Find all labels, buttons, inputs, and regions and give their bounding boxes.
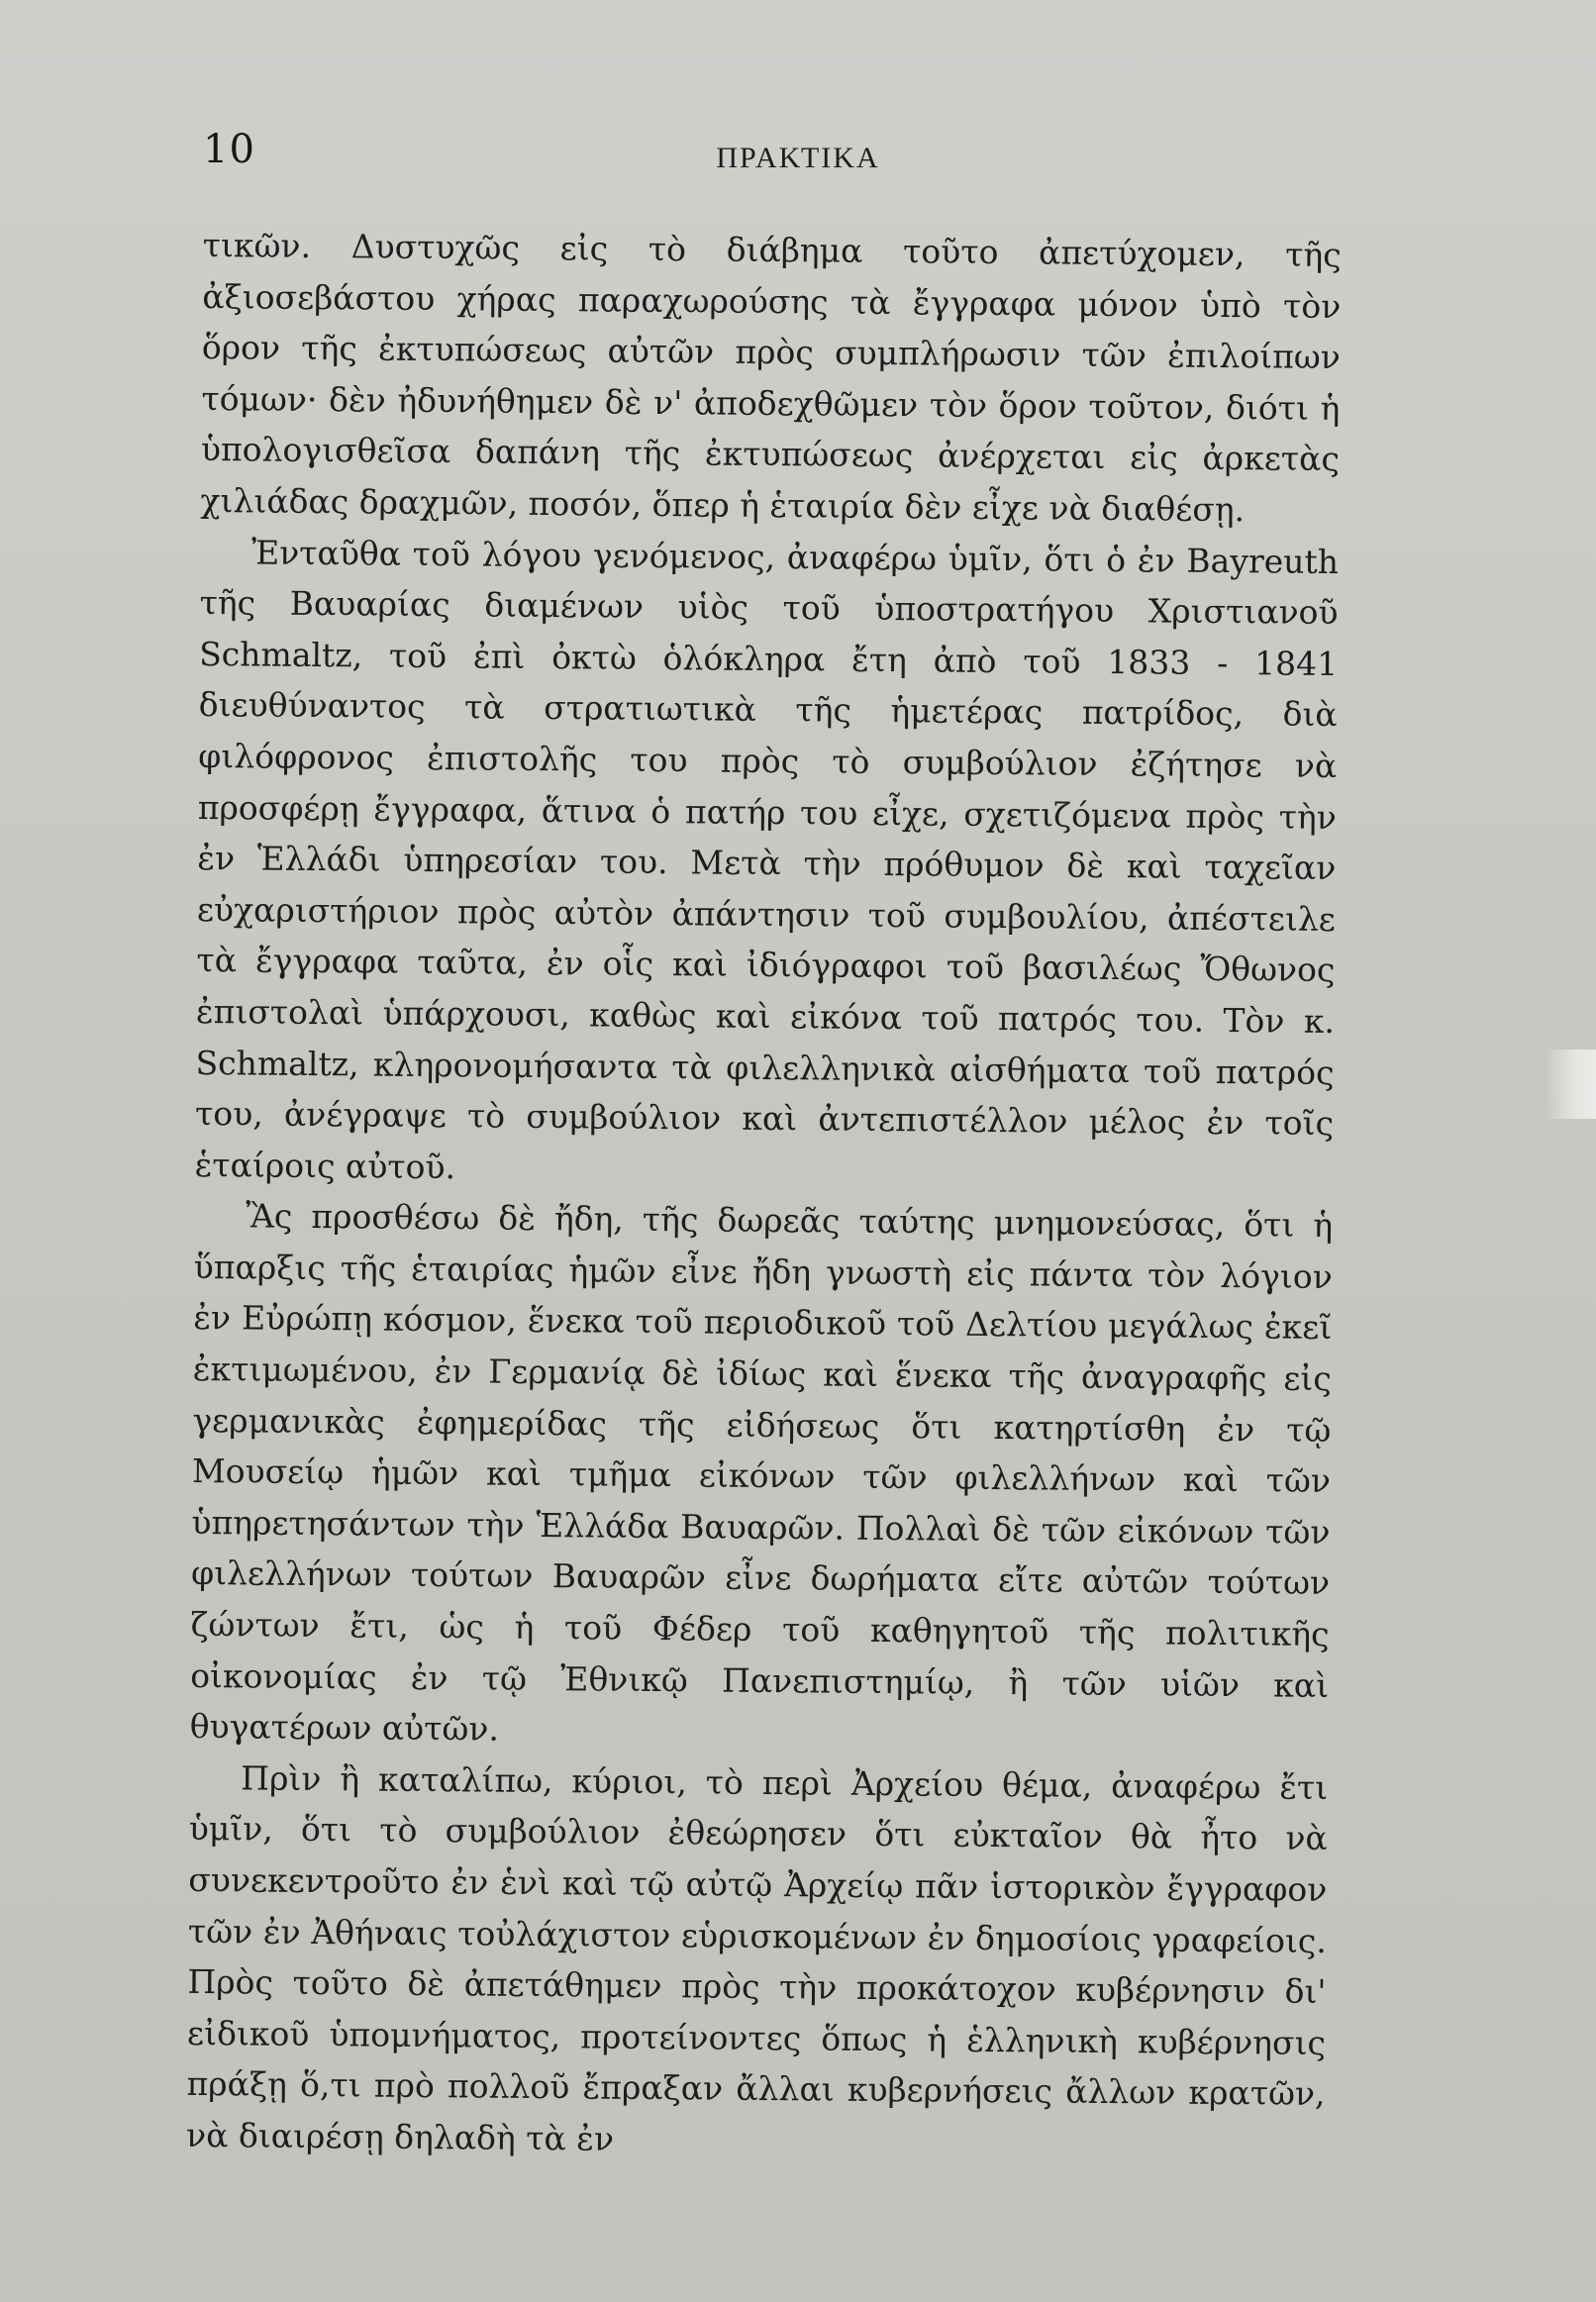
paragraph-3: Ἂς προσθέσω δὲ ἤδη, τῆς δωρεᾶς ταύτης μνημονεύσας, ὅτι ἡ ὕπαρξις τῆς ἑταιρίας ἡμῶν εἶνε ἤδη γνωστὴ εἰς πάντα τὸν λόγιον ἐν Εὐρώπῃ κόσμον, ἕνεκα τοῦ περιοδικοῦ τοῦ Δελτίου μεγάλως ἐκεῖ ἐκτιμωμένου, ἐν Γερμανίᾳ δὲ ἰδίως καὶ ἕνεκα τῆς ἀναγραφῆς εἰς γερμανικὰς ἐφημερίδας τῆς εἰδήσεως ὅτι κατηρτίσθη ἐν τῷ Μουσείῳ ἡμῶν καὶ τμῆμα εἰκόνων τῶν φιλελλήνων καὶ τῶν ὑπηρετησάντων τὴν Ἑλλάδα Βαυαρῶν. Πολλαὶ δὲ τῶν εἰκόνων τῶν φιλελλήνων τούτων Βαυαρῶν εἶνε δωρήματα εἴτε αὐτῶν τούτων ζώντων ἔτι, ὡς ἡ τοῦ Φέδερ τοῦ καθηγητοῦ τῆς πολιτικῆς οἰκονομίας ἐν τῷ Ἐθνικῷ Πανεπιστημίῳ, ἢ τῶν υἱῶν καὶ θυγατέρων αὐτῶν. xyxy=(189,1196,1334,1749)
running-title: ΠΡΑΚΤΙΚΑ xyxy=(716,142,880,174)
paragraph-4: Πρὶν ἢ καταλίπω, κύριοι, τὸ περὶ Ἀρχείου θέμα, ἀναφέρω ἔτι ὑμῖν, ὅτι τὸ συμβούλιον ἐθεώρησεν ὅτι εὐκταῖον θὰ ἦτο νὰ συνεκεντροῦτο ἐν ἑνὶ καὶ τῷ αὐτῷ Ἀρχείῳ πᾶν ἱστορικὸν ἔγγραφον τῶν ἐν Ἀθήναις τοὐλάχιστον εὑρισκομένων ἐν δημοσίοις γραφείοις. Πρὸς τοῦτο δὲ ἀπετάθημεν πρὸς τὴν προκάτοχον κυβέρνησιν δι' εἰδικοῦ ὑπομνήματος, προτείνοντες ὅπως ἡ ἑλληνικὴ κυβέρνησις πράξῃ ὅ,τι πρὸ πολλοῦ ἔπραξαν ἄλλαι κυβερνήσεις ἄλλων κρατῶν, νὰ διαιρέσῃ δηλαδὴ τὰ ἐν xyxy=(185,1758,1329,2158)
page-number: 10 xyxy=(203,127,255,172)
paragraph-1: τικῶν. Δυστυχῶς εἰς τὸ διάβημα τοῦτο ἀπετύχομεν, τῆς ἀξιοσεβάστου χήρας παραχωρούσης τὰ ἔγγραφα μόνον ὑπὸ τὸν ὅρον τῆς ἐκτυπώσεως αὐτῶν πρὸς συμπλήρωσιν τῶν ἐπιλοίπων τόμων· δὲν ἠδυνήθημεν δὲ ν' ἀποδεχθῶμεν τὸν ὅρον τοῦτον, διότι ἡ ὑπολογισθεῖσα δαπάνη τῆς ἐκτυπώσεως ἀνέρχεται εἰς ἀρκετὰς χιλιάδας δραχμῶν, ποσόν, ὅπερ ἡ ἑταιρία δὲν εἶχε νὰ διαθέσῃ. xyxy=(200,225,1342,530)
body-text xyxy=(186,220,1342,2171)
page-edge-tear xyxy=(1545,1050,1596,1119)
paragraph-2: Ἐνταῦθα τοῦ λόγου γενόμενος, ἀναφέρω ὑμῖν, ὅτι ὁ ἐν Bayreuth τῆς Βαυαρίας διαμένων υἱὸς τοῦ ὑποστρατήγου Χριστιανοῦ Schmaltz, τοῦ ἐπὶ ὀκτὼ ὁλόκληρα ἔτη ἀπὸ τοῦ 1833 - 1841 διευθύναντος τὰ στρατιωτικὰ τῆς ἡμετέρας πατρίδος, διὰ φιλόφρονος ἐπιστολῆς του πρὸς τὸ συμβούλιον ἐζήτησε νὰ προσφέρῃ ἔγγραφα, ἅτινα ὁ πατήρ του εἶχε, σχετιζόμενα πρὸς τὴν ἐν Ἑλλάδι ὑπηρεσίαν του. Μετὰ τὴν πρόθυμον δὲ καὶ ταχεῖαν εὐχαριστήριον πρὸς αὐτὸν ἀπάντησιν τοῦ συμβουλίου, ἀπέστειλε τὰ ἔγγραφα ταῦτα, ἐν οἷς καὶ ἰδιόγραφοι τοῦ βασιλέως Ὄθωνος ἐπιστολαὶ ὑπάρχουσι, καθὼς καὶ εἰκόνα τοῦ πατρός του. Τὸν κ. Schmaltz, κληρονομήσαντα τὰ φιλελληνικὰ αἰσθήματα τοῦ πατρός του, ἀνέγραψε τὸ συμβούλιον καὶ ἀντεπιστέλλον μέλος ἐν τοῖς ἑταίροις αὐτοῦ. xyxy=(194,533,1340,1186)
